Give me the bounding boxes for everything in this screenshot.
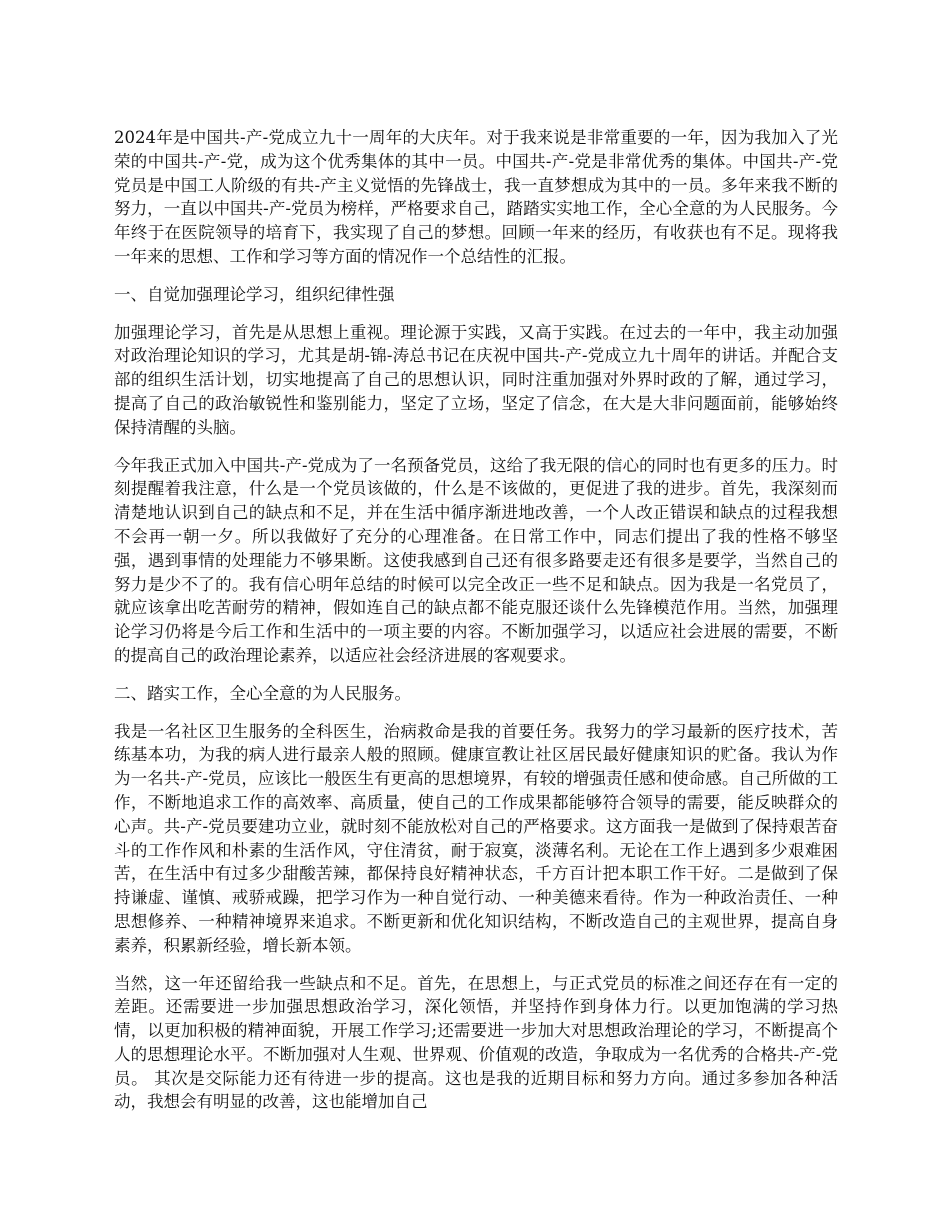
shortcomings-paragraph: 当然，这一年还留给我一些缺点和不足。首先，在思想上，与正式党员的标准之间还存在有一定的差距。还需要进一步加强思想政治学习，深化领悟，并坚持作到身体力行。以更加饱满的学习热情，以更加积极的精神面貌，开展工作学习;还需要进一步加大对思想政治理论的学习，不断提高个人的思想理论水平。不断加强对人生观、世界观、价值观的改造，争取成为一名优秀的合格共-产-党员。 其次是交际能力还有待进一步的提高。这也是我的近期目标和努力方向。通过多参加各种活动，我想会有明显的改善，这也能增加自己 bbox=[114, 973, 838, 1112]
theory-study-paragraph: 加强理论学习，首先是从思想上重视。理论源于实践，又高于实践。在过去的一年中，我主动加强对政治理论知识的学习，尤其是胡-锦-涛总书记在庆祝中国共-产-党成立九十周年的讲话。并配合支部的组织生活计划，切实地提高了自己的思想认识，同时注重加强对外界时政的了解，通过学习，提高了自己的政治敏锐性和鉴别能力，坚定了立场，坚定了信念，在大是大非问题面前，能够始终保持清醒的头脑。 bbox=[114, 322, 838, 437]
community-doctor-paragraph: 我是一名社区卫生服务的全科医生，治病救命是我的首要任务。我努力的学习最新的医疗技术，苦练基本功，为我的病人进行最亲人般的照顾。健康宣教让社区居民最好健康知识的贮备。我认为作为一名共-产-党员，应该比一般医生有更高的思想境界，有较的增强责任感和使命感。自己所做的工作，不断地追求工作的高效率、高质量，使自己的工作成果都能够符合领导的需要，能反映群众的心声。共-产-党员要建功立业，就时刻不能放松对自己的严格要求。这方面我一是做到了保持艰苦奋斗的工作作风和朴素的生活作风，守住清贫，耐于寂寞，淡薄名利。无论在工作上遇到多少艰难困苦，在生活中有过多少甜酸苦辣，都保持良好精神状态，千方百计把本职工作干好。二是做到了保持谦虚、谨慎、戒骄戒躁，把学习作为一种自觉行动、一种美德来看待。作为一种政治责任、一种思想修养、一种精神境界来追求。不断更新和优化知识结构，不断改造自己的主观世界，提高自身素养，积累新经验，增长新本领。 bbox=[114, 721, 838, 955]
probationary-member-paragraph: 今年我正式加入中国共-产-党成为了一名预备党员，这给了我无限的信心的同时也有更多的压力。时刻提醒着我注意，什么是一个党员该做的，什么是不该做的，更促进了我的进步。首先，我深刻而清楚地认识到自己的缺点和不足，并在生活中循序渐进地改善，一个人改正错误和缺点的过程我想不会再一朝一夕。所以我做好了充分的心理准备。在日常工作中，同志们提出了我的性格不够坚强，遇到事情的处理能力不够果断。这使我感到自己还有很多路要走还有很多是要学，当然自己的努力是少不了的。我有信心明年总结的时候可以完全改正一些不足和缺点。因为我是一名党员了，就应该拿出吃苦耐劳的精神，假如连自己的缺点都不能克服还谈什么先锋模范作用。当然，加强理论学习仍将是今后工作和生活中的一项主要的内容。不断加强学习，以适应社会进展的需要，不断的提高自己的政治理论素养，以适应社会经济进展的客观要求。 bbox=[114, 455, 838, 665]
intro-paragraph: 2024年是中国共-产-党成立九十一周年的大庆年。对于我来说是非常重要的一年，因为我加入了光荣的中国共-产-党，成为这个优秀集体的其中一员。中国共-产-党是非常优秀的集体。中国共-产-党党员是中国工人阶级的有共-产主义觉悟的先锋战士，我一直梦想成为其中的一员。多年来我不断的努力，一直以中国共-产-党员为榜样，严格要求自己，踏踏实实地工作，全心全意的为人民服务。今年终于在医院领导的培育下，我实现了自己的梦想。回顾一年来的经历，有收获也有不足。现将我一年来的思想、工作和学习等方面的情况作一个总结性的汇报。 bbox=[114, 128, 838, 266]
document-body bbox=[114, 126, 838, 1128]
section-heading-theory-study: 一、自觉加强理论学习，组织纪律性强 bbox=[114, 284, 395, 304]
section-heading-serve-people: 二、踏实工作，全心全意的为人民服务。 bbox=[114, 683, 411, 703]
